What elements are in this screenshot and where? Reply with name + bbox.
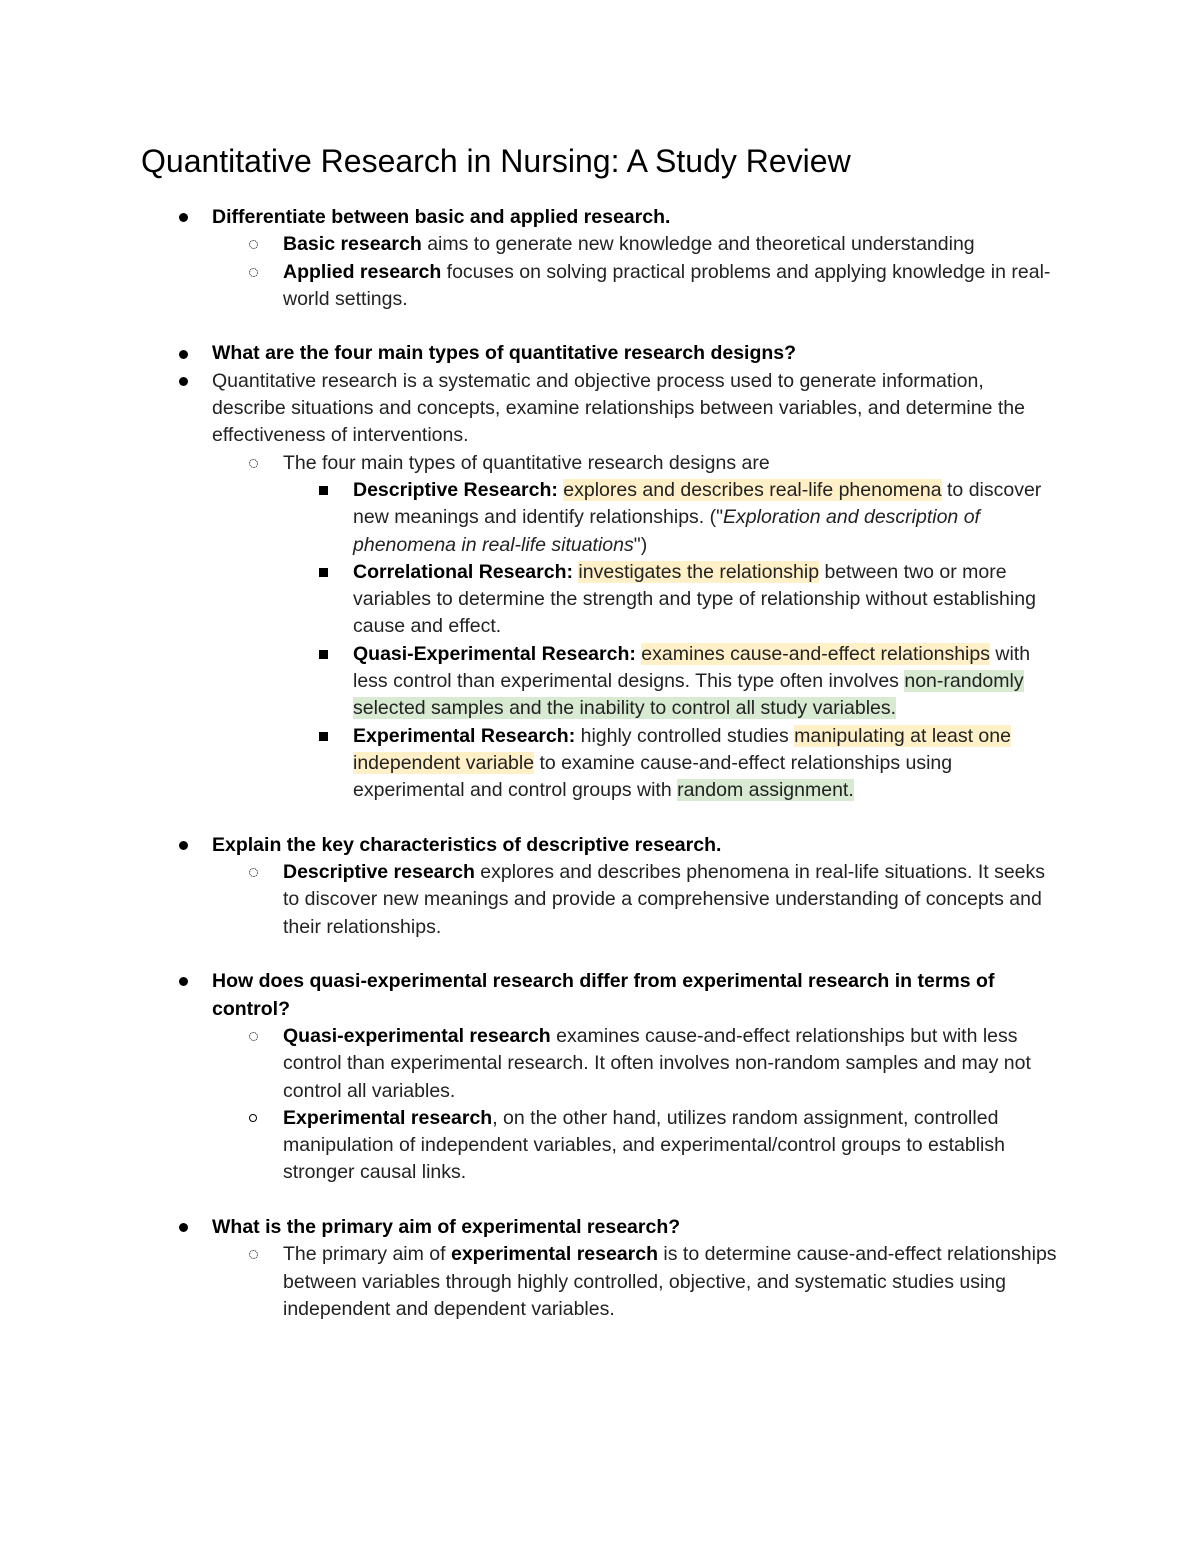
term: Descriptive Research:: [353, 478, 558, 501]
quote-end: "): [633, 533, 648, 556]
answer-primary-aim: [141, 1241, 1061, 1323]
highlight-yellow: manipulating at least one independent variable: [353, 724, 1011, 774]
type-descriptive: [141, 477, 1061, 559]
definition: is to determine cause-and-effect relationships between variables through highly controlled, objective, and systematic studies using independent and dependent variables.: [283, 1243, 1057, 1320]
highlight-yellow: explores and describes real-life phenomena: [563, 478, 942, 501]
definition: to discover new meanings and identify relationships. (": [353, 478, 1042, 529]
term: Basic research: [283, 233, 422, 256]
bullet-square-icon: [319, 641, 328, 668]
bullet-ring-icon: [249, 259, 258, 286]
definition: with less control than experimental designs. This type often involves: [353, 642, 1031, 693]
spacer: [141, 805, 1061, 832]
bullet-ring-icon: [249, 1241, 258, 1268]
bullet-ring-icon: [249, 1105, 257, 1132]
lead-text: The four main types of quantitative research designs are: [283, 451, 770, 474]
study-list: [141, 204, 1061, 1323]
definition-text: Quantitative research is a systematic and objective process used to generate information, describe situations and concepts, examine relationships between variables, and determine the effectiveness of interventions.: [212, 369, 1025, 447]
definition: aims to generate new knowledge and theoretical understanding: [421, 233, 975, 256]
type-experimental: [141, 723, 1061, 805]
definition: between two or more variables to determine the strength and type of relationship without establishing cause and effect.: [353, 560, 1036, 638]
spacer: [141, 1187, 1061, 1214]
answer-experimental: [141, 1105, 1061, 1187]
question-text: Differentiate between basic and applied research.: [212, 206, 671, 228]
term: Quasi-Experimental Research:: [353, 642, 636, 665]
term: Applied research: [283, 260, 442, 283]
term: Experimental Research:: [353, 724, 576, 747]
highlight-yellow: examines cause-and-effect relationships: [641, 642, 990, 665]
term: experimental research: [450, 1243, 659, 1266]
bullet-disc-icon: [179, 368, 188, 395]
bullet-ring-icon: [249, 1023, 258, 1050]
bullet-ring-icon: [249, 450, 258, 477]
answer-descriptive-research: [141, 859, 1061, 941]
definition: explores and describes phenomena in real-life situations. It seeks to discover new meanings and provide a comprehensive understanding of concepts and their relationships.: [283, 861, 1046, 938]
question-four-types: [141, 340, 1061, 367]
highlight-green: non-randomly selected samples and the inability to control all study variables.: [353, 670, 1024, 720]
question-primary-aim: [141, 1214, 1061, 1241]
italic-quote: Exploration and description of phenomena in real-life situations: [353, 506, 980, 556]
definition: focuses on solving practical problems and applying knowledge in real-world settings.: [283, 260, 1051, 310]
term: Quasi-experimental research: [283, 1024, 551, 1047]
definition: highly controlled studies: [575, 724, 795, 747]
definition: The primary aim of: [283, 1243, 451, 1266]
bullet-disc-icon: [179, 832, 188, 859]
type-correlational: [141, 559, 1061, 641]
answer-quasi-experimental: [141, 1023, 1061, 1105]
bullet-ring-icon: [249, 859, 258, 886]
highlight-green: random assignment.: [677, 779, 854, 802]
question-basic-vs-applied: [141, 204, 1061, 231]
question-text: Explain the key characteristics of descriptive research.: [212, 833, 722, 856]
bullet-square-icon: [319, 723, 328, 750]
bullet-disc-icon: [179, 204, 188, 231]
question-text: How does quasi-experimental research differ from experimental research in terms of control?: [212, 970, 995, 1020]
definition: , on the other hand, utilizes random assignment, controlled manipulation of independent variables, and experimental/control groups to establish stronger causal links.: [283, 1106, 1005, 1184]
term: Descriptive research: [283, 861, 475, 884]
highlight-yellow: investigates the relationship: [578, 560, 820, 583]
page-title: Quantitative Research in Nursing: A Study Review: [141, 143, 851, 179]
bullet-square-icon: [319, 559, 328, 586]
definition: examines cause-and-effect relationships but with less control than experimental research. It often involves non-random samples and may not control all variables.: [283, 1024, 1031, 1102]
answer-basic-research: [141, 231, 1061, 258]
term: Correlational Research:: [353, 560, 573, 583]
document-body: [141, 204, 1061, 1323]
answer-applied-research: [141, 259, 1061, 314]
spacer: [141, 313, 1061, 340]
bullet-ring-icon: [249, 231, 258, 258]
spacer: [141, 941, 1061, 968]
type-quasi-experimental: [141, 641, 1061, 723]
bullet-square-icon: [319, 477, 328, 504]
bullet-disc-icon: [179, 340, 188, 367]
quantitative-definition: [141, 368, 1061, 450]
question-text: What is the primary aim of experimental research?: [212, 1215, 681, 1238]
term: Experimental research: [283, 1106, 493, 1129]
question-descriptive-characteristics: [141, 832, 1061, 859]
question-quasi-vs-experimental: [141, 968, 1061, 1023]
definition: to examine cause-and-effect relationships using experimental and control groups with: [353, 751, 953, 802]
bullet-disc-icon: [179, 1214, 188, 1241]
four-types-lead: [141, 450, 1061, 477]
question-text: What are the four main types of quantitative research designs?: [212, 342, 797, 365]
bullet-disc-icon: [179, 968, 188, 995]
